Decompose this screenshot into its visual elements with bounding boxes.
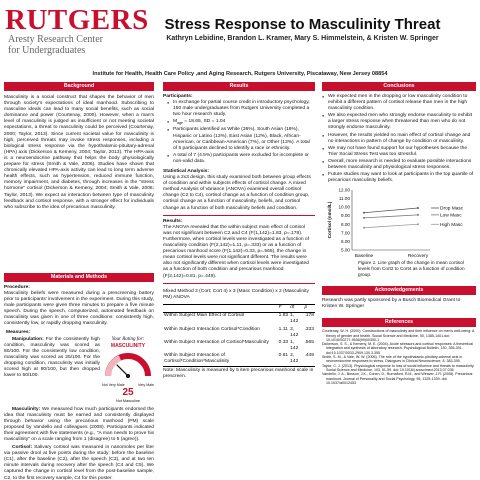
x-tick-label: Baseline [354, 254, 374, 260]
y-tick-label: 5.00 [341, 247, 350, 253]
logo-subtitle-1: Aresty Research Center [8, 34, 103, 45]
series-line [364, 225, 418, 228]
series-line [364, 208, 418, 213]
legend-label: High Masc [440, 223, 463, 229]
y-tick-label: 11.00 [338, 196, 350, 202]
table-row: Within Subject Interaction of Cortisol*Condition*Masculinity 0.81 2, 142 .449 [164, 352, 314, 365]
cortisol-block [4, 445, 154, 480]
table-row: Within Subject Interaction Cortisol*Condition 1.11 2, 142 .333 [164, 326, 314, 338]
participants-item: ● A total of 7 (4.5%) participants were excluded for incomplete or non-valid data. [167, 153, 315, 165]
data-point [417, 214, 419, 216]
conclusions-heading: Conclusions [322, 82, 476, 91]
logo-subtitle-2: for Undergraduates [8, 45, 86, 56]
x-tick-label: Recovery [407, 254, 429, 260]
conclusions-list [322, 94, 476, 184]
participants-label: Participants: [163, 94, 193, 99]
gauge-score: 25 [122, 386, 134, 398]
poster-title: Stress Response to Masculinity Threat [164, 16, 441, 33]
data-point [417, 207, 419, 209]
background-text: Masculinity is a social construct that shapes the behavior of men through society's expectations of ideal manhood. Subscribing to masculine ideals can lead to many social benefits, such as social dominance and power (Courtenay, 2000). However, when a man's level of masculinity is judged as insufficient or not meeting societal expectations, a threat to masculinity could be perceived (Courtenay, 2000; Taylor, 2013). Since current societal value for masculinity is high, perceived threats may invoke stress responses, including a biological stress response via the hypothalamic-pituitary-adrenal (HPA) axis (Dickerson & Kemeny, 2004; Taylor, 2013). The HPA-axis is a neuroendocrine pathway that helps the body physiologically prepare for stress (Smith & Vale, 2006). Studies have shown that chronically elevated HPA-axis activity can lead to long term adverse health effects, such as hypertension, reduced immune function, memory impairment, and diabetes, through increases in the "stress hormone" cortisol (Dickerson & Kemeny, 2004; Smith & Vale, 2006; Taylor, 2013). We expect an interaction between type of masculinity feedback and cortisol response, with a stronger effect for individuals who subscribe to the idea of precarious masculinity. [4, 95, 154, 210]
manipulation-label: Manipulation: [12, 336, 44, 342]
participants-item-age: ● $M_{age} = 18.65$, SD = 1.04 [167, 119, 315, 126]
procedure-label: Procedure: [4, 284, 30, 290]
column-left [4, 82, 154, 480]
column-right [322, 82, 476, 385]
data-point [363, 227, 365, 229]
reference-item: Dickerson, S. S., & Kemeny, M. E. (2004). Acute stressors and cortisol responses: A theoretical integration and synthesis of laboratory research. Psychological Bulletin, 130, 355-391. doi:10.1037/0033-2909.130.3.355 [322, 342, 473, 355]
procedure-text: Masculinity beliefs were measured during a prescreening battery prior to participants' involvement in the experiment. During this study, male participants were given three minutes to prepare a five minute speech. During the speech, computerized, automated feedback on masculinity was given in one of three conditions: consistently high, consistently low, or rapidly dropping masculinity. [4, 290, 154, 327]
stat-label: Statistical Analysis: [163, 169, 210, 174]
rutgers-logo [5, 6, 155, 66]
anova-table-note: Note: Masculinity is measured by 5 item precarious manhood scale in prescreen. [163, 367, 314, 379]
data-point [363, 212, 365, 214]
reference-item: Smith, S. M., & Vale, W. W. (2006). The role of the hypothalamic-pituitary-adrenal axis in neuroendocrine responses to stress. Dialogues in Clinical Neuroscience, 8, 383-395. [322, 355, 463, 364]
reference-item: Vandello, J. A., Bosson, J.K., Cohen, D., Burnaford, R.M., and Weaver, J.R. (2008). Precarious manhood. Journal of Personality and Social Psychology, 95, 1325-1339. doi: 10.1037/a0012453 [322, 372, 473, 385]
poster-affiliation: Institute for Health, Health Care Policy ,and Aging Research, Rutgers University, Piscataway, New Jersey 08854 [92, 71, 388, 77]
reference-item: Taylor, C. J. (2013). Physiological response to loss of social influence and threats to masculinity. Social Science and Medicine, 103, 51-59. doi: 10.1016/j.socscimed.2013.07.036 [322, 363, 475, 372]
stat-text: Using a 2x3 design, this study examined both between group effects of condition and within subjects effects of cortisol change. A mixed method Analysis of Variance (ANOVA) examined overall cortisol change (C2 to C4), cortisol change as a function of condition group, cortisol change as a function of masculinity, beliefs, and cortisol change as a function of both masculinity beliefs and condition. [163, 175, 311, 211]
manipulation-text: For the consistently high condition, masculinity was scored as 80/100. For the consistently low condition, masculinity was scored as 25/100. For the dropping condition, masculinity was initially scored high at 80/100, but then dropped lower to 50/100. [4, 336, 101, 379]
table-row: Within Subject Main Effect of Cortisol 1.83 1, 142 .178 [164, 313, 314, 325]
table-row: Within Subject Interaction of Cortisol*Masculinity 0.33 1, 142 .565 [164, 339, 314, 351]
masculinity-gauge [102, 337, 154, 405]
results-text: The ANOVA revealed that the within subject main effect of cortisol was not significant between C2 and C4 (F(1,142)=1.83, p=.178). Furthermore, when cortisol levels were investigated as a function of masculinity condition (F(2,142)=1.11, p=.333) or as a function of precarious manhood score (F(1,142)=0.33, p=.565), the change in mean cortisol levels were not significant different. The results were also not significantly different when cortisol levels were investigated as a function of both condition and precarious manhood (F(2,142)=0.81, p=.449). [163, 224, 309, 279]
cortisol-line-chart [322, 186, 476, 260]
gauge-low-label: Not Very Male [102, 382, 125, 387]
y-tick-label: 8.00 [341, 222, 350, 228]
gauge-dial-graphic [102, 349, 154, 379]
masculinity-text: We measured how much participants endorsed the idea that masculinity must be earned and consistently displayed through behavior using the precarious manhood (PM) scale proposed by Vandello and colleagues (2008). Participants indicated their agreement with five statements (e.g., "A man needs to prove his masculinity" on a scale ranging from 1 (disagree) to 5 (agree)). [4, 406, 155, 442]
participants-item: ● In exchange for partial course credit in introductory psychology, 150 male undergraduates from Rutgers University completed a two hour research study. [167, 100, 315, 118]
y-tick-label: 6.00 [341, 239, 350, 245]
column-middle [163, 82, 315, 380]
cortisol-label: Cortisol: [12, 445, 33, 451]
table-header-row: F df p [163, 304, 315, 312]
references-list [322, 329, 476, 385]
gauge-title-2: MASCULINITY [110, 342, 146, 349]
gauge-title-1: Your Rating for: [111, 336, 145, 342]
gauge-high-label: Very Male [138, 382, 154, 387]
masculinity-label: Masculinity: [12, 406, 41, 412]
conclusion-item: ● However, the results yielded no main effect of cortisol change and no interactions in pattern of change by condition or masculinity. [322, 133, 476, 145]
y-tick-label: 10.00 [338, 204, 350, 210]
masculinity-block [4, 407, 154, 444]
conclusion-item: ● We expected men in the dropping or low masculinity condition to exhibit a different pattern of cortisol release than men in the high masculinity condition. [322, 94, 476, 112]
conclusion-item: ● Overall, more research is needed to evaluate possible interactions between masculinity and physiological stress responses. [322, 159, 476, 171]
y-tick-label: 7.00 [341, 230, 350, 236]
y-tick-label: 12.00 [338, 187, 350, 193]
y-axis-label: Cortisol (nmol/L) [327, 201, 332, 239]
materials-body [4, 285, 154, 480]
gauge-score-label: Not Masculine [115, 398, 141, 403]
poster-authors: Kathryn Lebidine, Brandon L. Kramer, Mary S. Himmelstein, & Kristen W. Springer [166, 35, 439, 42]
logo-wordmark: RUTGERS [5, 4, 149, 36]
participants-item: ● Participants identified as White (36%), South Asian (19%), Hispanic or Latino (13%), East Asian (12%), Black, African-American, or Caribbean-American (7%), or Other (13%). A total of 5 participants declined to identify a race or ethnicity. [167, 127, 315, 151]
cortisol-text: Salivary cortisol was measured in nanomoles per liter via passive drool at five points during the study: before the baseline (C1), after the baseline (C2), after the speech (C3), and at two ten minute intervals during recovery after the speech (C4 and C5). We captured the change in cortisol level from the post-baseline sample, C2, to the first recovery sample, C4 for this poster. [4, 445, 154, 480]
data-point [363, 217, 365, 219]
background-heading: Background [4, 82, 154, 91]
conclusion-item: ● Future studies may want to look at participants in the top quartile of precarious masculinity beliefs. [322, 172, 476, 184]
legend-label: Drop Masc [440, 206, 464, 212]
references-heading: References [322, 318, 476, 327]
data-point [417, 224, 419, 226]
participants-list [167, 100, 315, 165]
y-tick-label: 9.00 [341, 213, 350, 219]
manipulation-block [4, 337, 100, 405]
anova-table-title: Mixed Method 2 (Cort; Cort 4) x 3 (Masc Condition) x 2 (Masculinity PM) ANOVA [163, 288, 309, 300]
acknowledgements-heading: Acknowledgements [322, 286, 476, 295]
results-label: Results: [163, 218, 183, 224]
reference-item: Courtenay, W. H. (2000). Constructions of masculinity and their influence on men's well-being: A theory of gender and health. Social Science and Medicine, 50, 1385-1401.doi: 10.1016/S0277-9536(99)00390-1 [322, 329, 475, 342]
measures-label: Measures: [6, 330, 31, 336]
gauge-needle [117, 364, 128, 375]
acknowledgements-text: Research was partly sponsored by a Busch Biomedical Grant to Kristen W. Springer [322, 298, 461, 310]
materials-heading: Materials and Methods [4, 273, 154, 282]
results-body [163, 94, 315, 380]
legend-label: Low Masc [440, 213, 462, 219]
conclusion-item: ● We may not have found support for our hypotheses because the Trier Social Stress Test was too stressful. [322, 146, 476, 158]
figure-caption: Figure 1. Line graph of the change in mean cortisol levels from Cort2 to Cort4 as a function of condition group. [358, 260, 465, 277]
anova-table [163, 304, 315, 368]
poster-header [0, 0, 480, 72]
results-heading: Results [163, 82, 315, 91]
series-line [364, 215, 418, 218]
conclusion-item: ● We also expected men who strongly endorse masculinity to exhibit a larger stress response when threatened than men who do not strongly endorse masculinity. [322, 113, 476, 131]
